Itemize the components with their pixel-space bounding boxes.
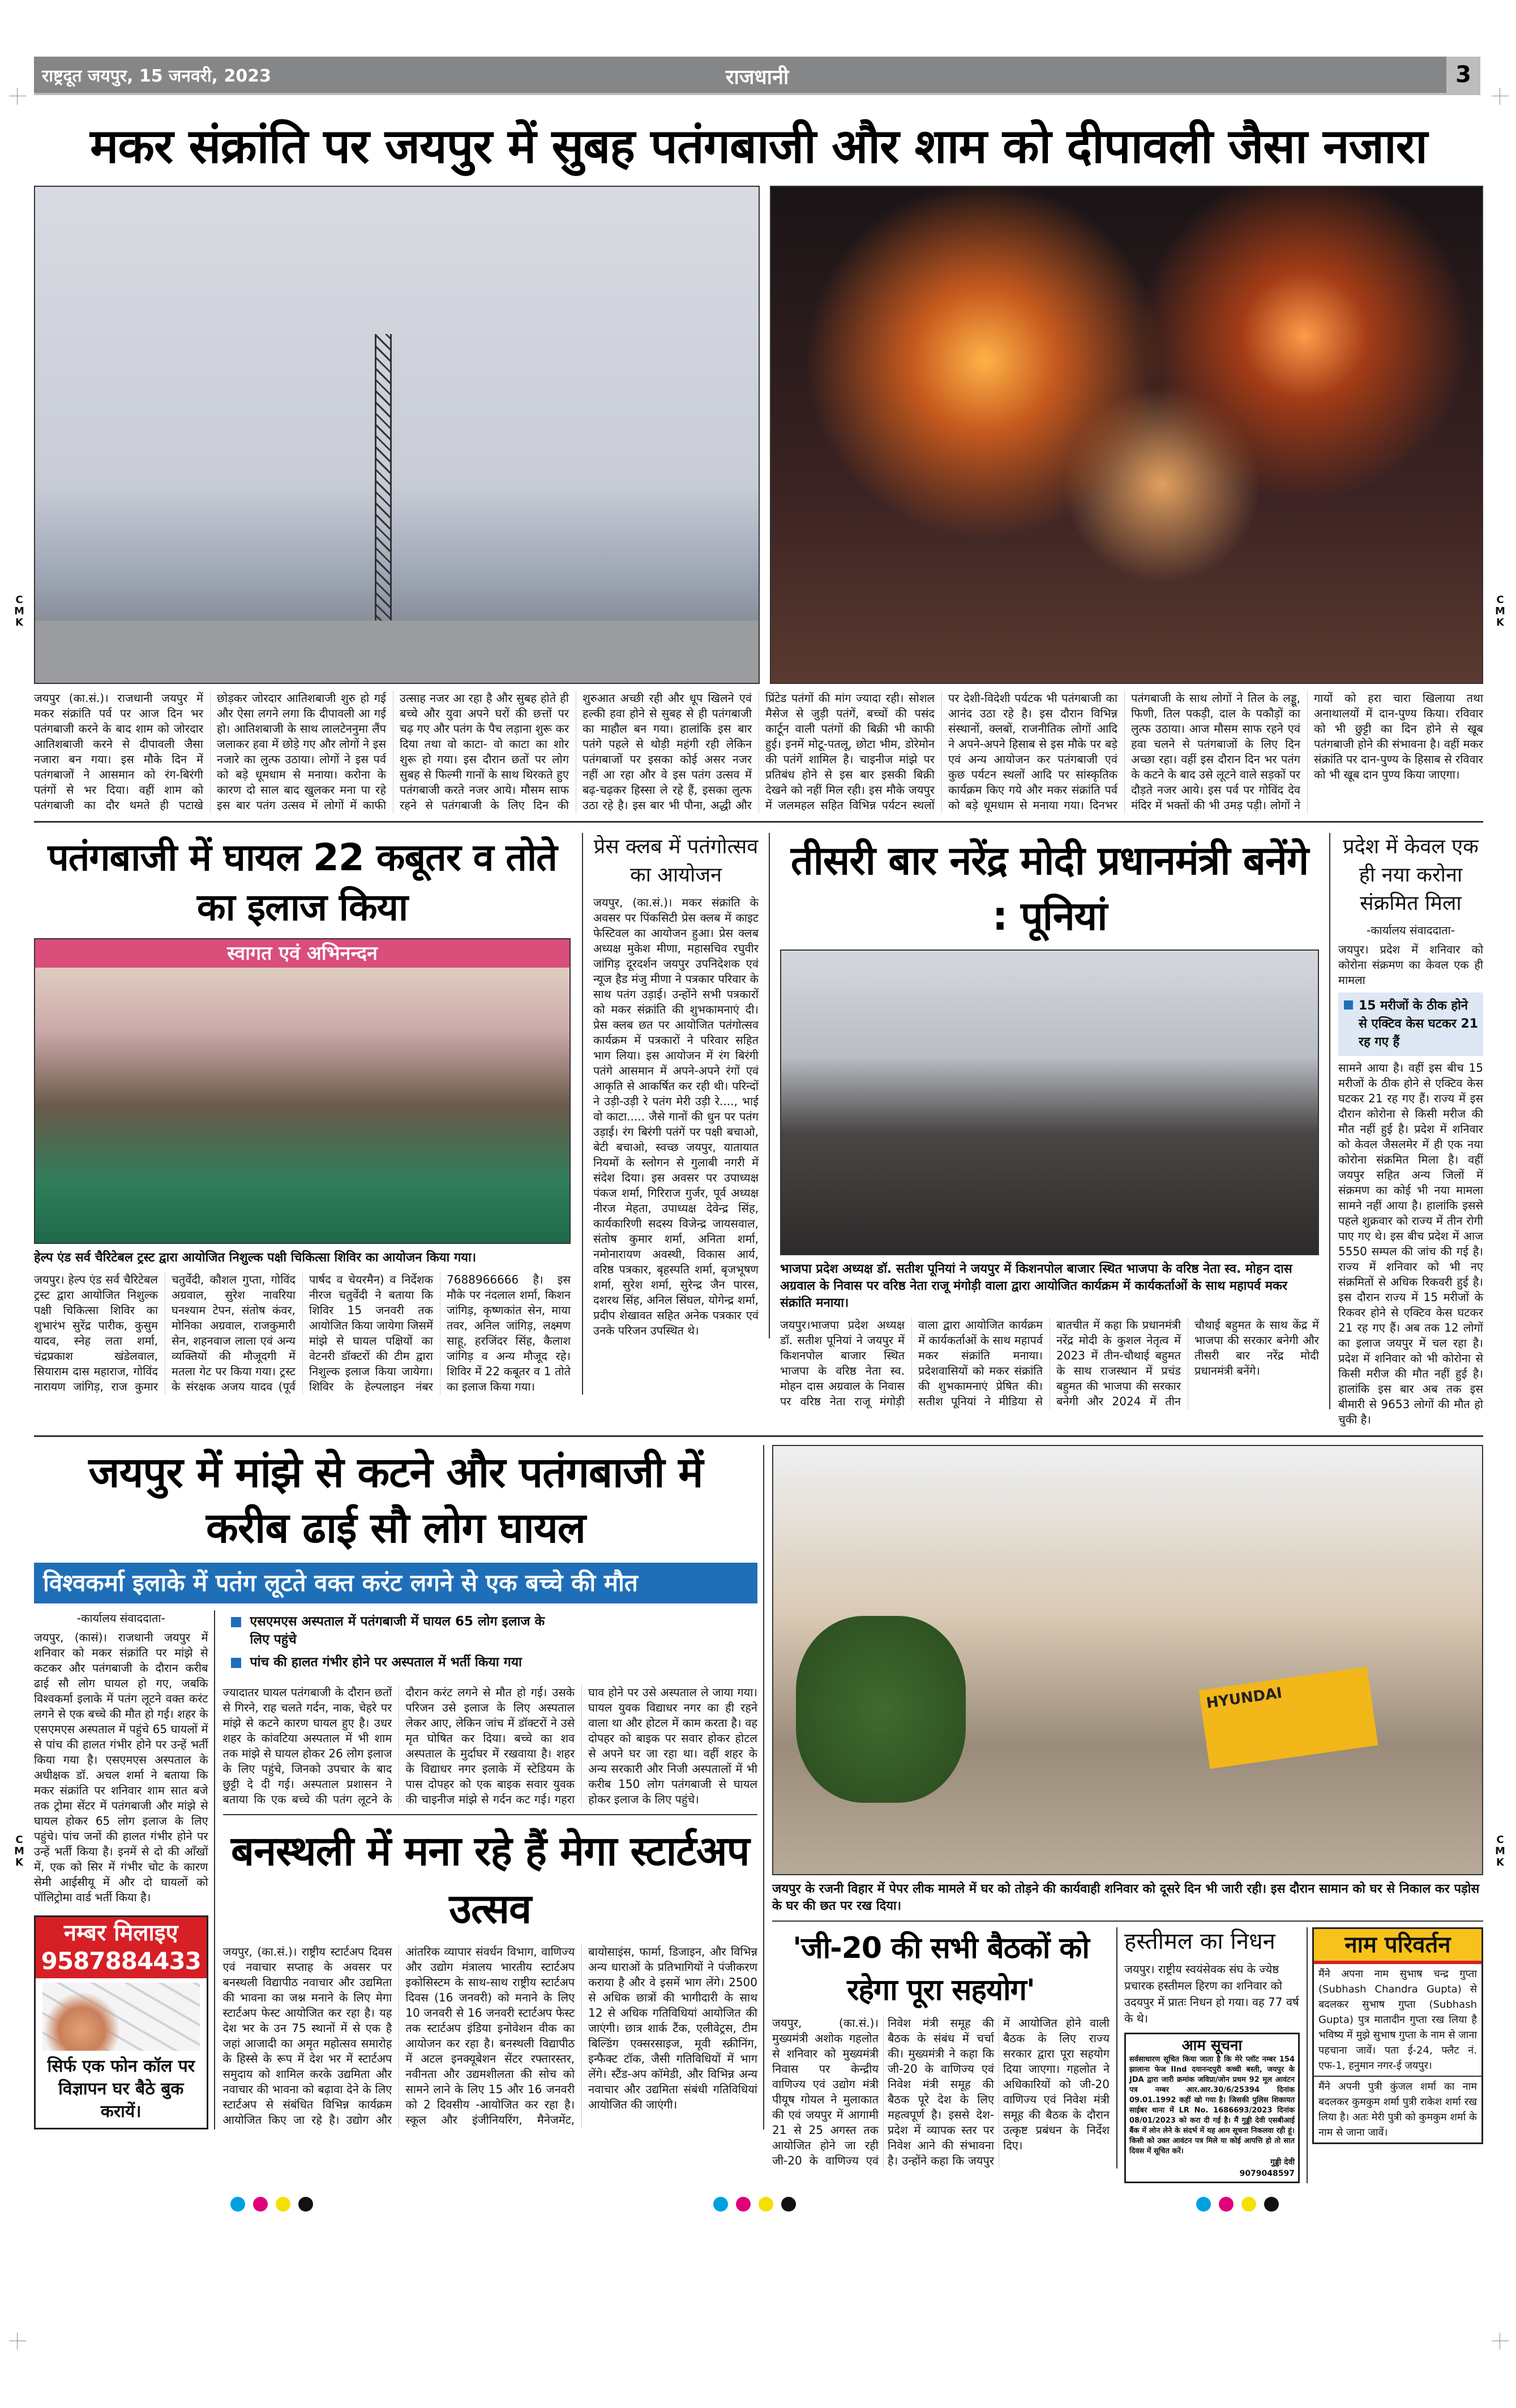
newspaper-page [34, 0, 1483, 2225]
bullet-item: एसएमएस अस्पताल में पतंगबाजी में घायल 65 लोग इलाज के लिए पहुंचे [228, 1613, 558, 1649]
crop-mark [1492, 88, 1509, 105]
registration-mark-left: C M K [14, 594, 24, 628]
keypad-photo [42, 1983, 200, 2051]
bullet-icon [1344, 1000, 1353, 1010]
modi-article-body: जयपुर।भाजपा प्रदेश अध्यक्ष डॉ. सतीश पूनियां ने जयपुर में किशनपोल बाजार स्थित भाजपा के वरिष्ठ नेता स्व. मोहन दास अग्रवाल के निवास पर वरिष्ठ नेता राजू मंगोड़ी वाला द्वारा आयोजित कार्यक्रम में कार्यकर्ताओं के साथ महापर्व मकर संक्रांति मनाया। प्रदेशवासियों को मकर संक्रांति की शुभकामनाएं प्रेषित की। सतीश पूनियां ने मीडिया से बातचीत में कहा कि प्रधानमंत्री नरेंद्र मोदी के कुशल नेतृत्व में 2023 में तीन-चौथाई बहुमत के साथ राजस्थान में प्रचंड बहुमत की भाजपा की सरकार बनेगी और 2024 में तीन चौथाई बहुमत के साथ केंद्र में भाजपा की सरकार बनेगी और तीसरी बार नरेंद्र मोदी प्रधानमंत्री बनेंगे। [780, 1318, 1319, 1408]
kites-sky-photo [34, 186, 760, 684]
ad-title: नम्बर मिलाइए [63, 1920, 178, 1946]
corona-highlight-text: 15 मरीजों के ठीक होने से एक्टिव केस घटकर 21 रह गए हैं [1359, 999, 1479, 1049]
paper-date: राष्ट्रदूत जयपुर, 15 जनवरी, 2023 [42, 66, 272, 86]
ad-box [34, 1915, 208, 2129]
demolition-caption: जयपुर के रजनी विहार में पेपर लीक मामले में घर को तोड़ने की कार्यवाही शनिवार को दूसरे दिन भी जारी रही। इस दौरान सामान को घर से निकाल कर पड़ोस के घर की छत पर रख दिया। [772, 1882, 1480, 1913]
crop-mark [9, 88, 26, 105]
public-notice-phone: 9079048597 [1239, 2169, 1295, 2178]
lead-headline: मकर संक्रांति पर जयपुर में सुबह पतंगबाजी और शाम को दीपावली जैसा नजारा [90, 118, 1427, 174]
name-change-entry: मैंने अपना नाम सुभाष चन्द्र गुप्ता (Subhash Chandra Gupta) से बदलकर सुभाष गुप्ता (Subhash Gupta) पुत्र मातादीन गुप्ता रख लिया है भविष्य में मुझे सुभाष गुप्ता के नाम से जाना पहचाना जावें। पता ई-24, फ्लैट नं. एफ-1, हनुमान नगर-ई जयपुर। [1314, 1964, 1481, 2077]
color-calibration-dots [34, 2197, 1483, 2214]
tower-graphic [375, 334, 392, 628]
birds-article-body: जयपुर। हेल्प एंड सर्व चैरिटेबल ट्रस्ट द्वारा आयोजित निशुल्क पक्षी चिकित्सा शिविर का शुभारंभ सुरेंद्र पारीक, कुसुम यादव, स्नेह लता शर्मा, चंद्रप्रकाश खंडेलवाल, सियाराम दास महाराज, गोविंद नारायण जांगिड़, राज कुमार चतुर्वेदी, कौशल गुप्ता, गोविंद अग्रवाल, सुरेश नावरिया घनश्याम टेपन, संतोष कंवर, मोनिका अग्रवाल, राजकुमारी सेन, शहनवाज लाला एवं अन्य व्यक्तियों की मौजूदगी में मतला गेट पर किया गया। ट्रस्ट के संरक्षक अजय यादव (पूर्व पार्षद व चेयरमैन) व निर्देशक नीरज चतुर्वेदी ने बताया कि शिविर 15 जनवरी तक आयोजित किया जायेगा जिसमें मांझे से घायल पक्षियों का वेटनरी डॉक्टरों की टीम द्वारा निशुल्क इलाज किया जायेगा। शिविर के हेल्पलाइन नंबर 7688966666 है। इस मौके पर नंदलाल शर्मा, किशन जांगिड़, कृष्णकांत सेन, माया तवर, अनिल जांगिड़, लक्ष्मण साहू, हरजिंदर सिंह, कैलाश जांगिड़ व अन्य मौजूद रहे। शिविर में 22 कबूतर व 1 तोते का इलाज किया गया। [34, 1273, 571, 1393]
modi-caption: भाजपा प्रदेश अध्यक्ष डॉ. सतीश पूनियां ने जयपुर में किशनपोल बाजार स्थित भाजपा के वरिष्ठ नेता स्व. मोहन दास अग्रवाल के निवास पर वरिष्ठ नेता राजू मंगोड़ी वाला द्वारा आयोजित कार्यक्रम में कार्यकर्ताओं के साथ महापर्व मकर संक्रांति मनाया। [780, 1262, 1292, 1310]
house-demolition-photo [772, 1445, 1483, 1875]
name-change-box [1312, 1927, 1483, 2144]
name-change-entry: मैंने अपनी पुत्री कुंजल शर्मा का नाम बदलकर कुमकुम शर्मा पुत्री राकेश शर्मा रख लिया है। अतः मेरी पुत्री को कुमकुम शर्मा के नाम से जाना जावें। [1318, 2081, 1477, 2138]
section-name: राजधानी [725, 66, 789, 89]
page-header [34, 57, 1480, 95]
registration-mark-left-lower: C M K [14, 1834, 24, 1868]
crop-mark [9, 2333, 26, 2350]
press-club-headline: प्रेस क्लब में पतंगोत्सव का आयोजन [593, 835, 759, 887]
excavator-label: HYUNDAI [1199, 1667, 1378, 1769]
injured-bullet-box [223, 1610, 563, 1678]
corona-byline: -कार्यालय संवाददाता- [1366, 923, 1455, 937]
kite-flying-leaders-photo [780, 949, 1319, 1255]
lead-article-body: जयपुर (का.सं.)। राजधानी जयपुर में मकर संक्रांति पर्व पर आज दिन भर पतंगबाजी करने के बाद शाम को जोरदार आतिशबाजी करने से दीपावली जैसा नजारा बन गया। इस मौके दिन में पतंगबाजों ने आसमान को रंग-बिरंगी पतंगों से भर दिया। वहीं शाम को पतंगबाजी का दौर थमते ही पटाखे छोड़कर जोरदार आतिशबाजी शुरु हो गई और ऐसा लगने लगा कि दीपावली आ गई हो। आतिशबाजी के साथ लालटेननुमा लैंप जलाकर हवा में छोड़े गए और लोगों ने इस नजारे का लुत्फ उठाया। लोगों ने इस पर्व को बड़े धूमधाम से मनाया। करोना के कारण दो साल बाद खुलकर मना पा रहे इस बार पतंग उत्सव में लोगों में काफी उत्साह नजर आ रहा है और सुबह होते ही बच्चे और युवा अपने घरों की छत्तों पर चढ़ गए और पतंग के पैच लड़ाना शुरू कर दिया तथा वो काटा- वो काटा का शोर शुरू हो गया। इस दौरान छतों पर लोग सुबह से फिल्मी गानों के साथ थिरकते हुए पतंगबाजी करते नजर आये। मौसम साफ रहने से पतंगबाजी के लिए दिन की शुरुआत अच्छी रही और धूप खिलने एवं हल्की हवा होने से सुबह से ही पतंगबाजी का माहौल बन गया। हालांकि इस बार पतंगे पहले से थोड़ी महंगी रही लेकिन पतंगबाजों पर इसका कोई असर नजर नहीं आ रहा और वे इस पतंग उत्सव में बढ़-चढ़कर हिस्सा ले रहे हैं, इसका लुत्फ उठा रहे है। इस बार भी पौना, अद्धी और प्रिंटेड पतंगों की मांग ज्यादा रही। सोशल मैसेज से जुड़ी पतंगें, बच्चों की पसंद कार्टून वाली पतंगों की बिक्री भी काफी हुई। इनमें मोटू-पतलू, छोटा भीम, डोरेमोन की पतंगें शामिल है। चाइनीज मांझे पर प्रतिबंध होने से इस बार इसकी बिक्री देखने को नहीं मिल रही। इस मौके जयपुर में जलमहल सहित विभिन्न पर्यटन स्थलों पर देशी-विदेशी पर्यटक भी पतंगबाजी का आनंद उठा रहे है। इस दौरान विभिन्न संस्थानों, क्लबों, राजनीतिक लोगों आदि ने अपने-अपने हिसाब से इस मौके पर बड़े एवं अन्य आयोजन कर पतंगबाजी एवं कुछ पर्यटन स्थलों आदि पर सांस्कृतिक कार्यक्रम किए गये और मकर संक्रांति पर्व को बड़े धूमधाम से मनाया गया। दिनभर पतंगबाजी के साथ लोगों ने तिल के लड्डू, फिणी, तिल पकड़ी, दाल के पकौड़ों का लुत्फ उठाया। आज मौसम साफ रहने एवं हवा चलने से पतंगबाजों के लिए दिन अच्छा रहा। वहीं इस दौरान दिन भर पतंग के कटने के बाद उसे लूटने वाले सड़कों पर दौड़ते नजर आये। इस पर्व पर गोविंद देव मंदिर में भक्तों की भी उमड़ पड़ी। लोगों ने गायों को हरा चारा खिलाया तथा अनाथालयों में दान-पुण्य किया। रविवार को भी छुट्टी का दिन होने से खूब पतंगबाजी होने की संभावना है। वहीं मकर संक्रांति पर दान-पुण्य के हिसाब से रविवार को भी खूब दान पुण्य किया जाएगा। [34, 691, 1483, 812]
corona-body: सामने आया है। वहीं इस बीच 15 मरीजों के ठीक होने से एक्टिव केस घटकर 21 रह गए हैं। राज्य में इस दौरान कोरोना से किसी मरीज की मौत नहीं हुई है। प्रदेश में शनिवार को केवल जैसलमेर में ही एक नया कोरोना संक्रमित मिला है। वहीं जयपुर सहित अन्य जिलों में संक्रमण का कोई भी नया मामला सामने नहीं आया है। हालांकि इससे पहले शुक्रवार को राज्य में तीन रोगी पाए गए थे। इस बीच प्रदेश में आज 5550 सम्पल की जांच की गई है। राज्य में शनिवार को भी नए संक्रमितों से अधिक रिकवरी हुई है। इस दौरान राज्य में 15 मरीजों के रिकवर होने से एक्टिव केस घटकर 21 रह गए हैं। अब तक 12 लोगों का इलाज जयपुर में चल रहा है। प्रदेश में शनिवार को भी कोरोना से किसी मरीज की मौत नहीं हुई है। हालांकि इस बार अब तक इस बीमारी से 9653 लोगों की मौत हो चुकी है। [1338, 1061, 1483, 1426]
bullet-item: पांच की हालत गंभीर होने पर अस्पताल में भर्ती किया गया [228, 1653, 558, 1671]
page-number: 3 [1446, 57, 1480, 93]
corona-highlight-box [1338, 993, 1483, 1056]
startup-headline: बनस्थली में मना रहे हैं मेगा स्टार्टअप उत्सव [230, 1827, 750, 1932]
public-notice-box [1124, 2033, 1300, 2183]
obituary-headline: हस्तीमल का निधन [1124, 1928, 1275, 1954]
ad-phone: 9587884433 [41, 1947, 201, 1975]
injured-byline: -कार्यालय संवाददाता- [76, 1611, 165, 1625]
injured-headline: जयपुर में मांझे से कटने और पतंगबाजी में करीब ढाई सौ लोग घायल [88, 1448, 703, 1552]
crop-mark [1492, 2333, 1509, 2350]
corona-headline: प्रदेश में केवल एक ही नया करोना संक्रमित मिला [1343, 835, 1479, 915]
corona-intro: जयपुर। प्रदेश में शनिवार को कोरोना संक्रमण का केवल एक ही मामला [1338, 943, 1483, 987]
public-notice-title: आम सूचना [1181, 2037, 1243, 2054]
obituary-body: जयपुर। राष्ट्रीय स्वयंसेवक संघ के ज्येष्ठ प्रचारक हस्तीमल हिरण का शनिवार को उदयपुर में प्रातः निधन हो गया। वह 77 वर्ष के थे। [1124, 1962, 1299, 2025]
registration-mark-right: C M K [1495, 594, 1505, 628]
injured-left-body: जयपुर, (कासं)। राजधानी जयपुर में शनिवार को मकर संक्रांति पर मांझे से कटकर और पतंगबाजी के दौरान करीब ढाई सौ लोग घायल हो गए, जबकि विश्वकर्मा इलाके में पतंग लूटने वक्त करंट लगने से एक बच्चे की मौत हो गई। शहर के एसएमएस अस्पताल में पहुंचे 65 घायलों में से पांच की हालत गंभीर होने पर उन्हें भर्ती किया गया है। एसएमएस अस्पताल के अधीक्षक डॉ. अचल शर्मा ने बताया कि मकर संक्रांति पर शनिवार शाम सात बजे तक ट्रोमा सेंटर में पतंगबाजी और मांझे से घायल होकर 65 लोग इलाज के लिए पहुंचे। पांच जनों की हालत गंभीर होने पर उन्हें भर्ती किया है। इनमें से दो की आँखों में, एक को सिर में गंभीर चोट के कारण सेमी आईसीयू में और दो घायलों को पॉलिट्रोमा वार्ड भर्ती किया है। [34, 1631, 208, 1904]
ad-tagline: सिर्फ एक फोन कॉल पर विज्ञापन घर बैठे बुक करायें। [47, 2056, 195, 2122]
fireworks-photo [770, 186, 1483, 684]
welcome-banner: स्वागत एवं अभिनन्दन [35, 939, 569, 968]
modi-headline: तीसरी बार नरेंद्र मोदी प्रधानमंत्री बनेंगे : पूनियां [790, 837, 1309, 939]
birds-headline: पतंगबाजी में घायल 22 कबूतर व तोते का इलाज किया [48, 836, 557, 929]
registration-mark-right-lower: C M K [1495, 1834, 1505, 1868]
injured-subheadline-banner: विश्वकर्मा इलाके में पतंग लूटते वक्त करंट लगने से एक बच्चे की मौत [34, 1563, 757, 1603]
public-notice-body: सर्वसाधारण सूचित किया जाता है कि मेरे प्लॉट नम्बर 154 झालाना फेज IInd दयानन्दपुरी कच्ची बस्ती, जयपुर के JDA द्वारा जारी क्रमांक जविप्रा/जोन प्रथम 92 मूल आवंटन पत्र नम्बर आर.आर.30/6/25394 दिनांक 09.01.1992 कहीं खो गया है। जिसकी पुलिस शिकायत साईबर थाना में LR No. 1686693/2023 दिनांक 08/01/2023 को करा दी गई है। मैं गुड्डी देवी एसबीआई बैंक में लोन लेने के संदर्भ में यह आम सूचना निकलवा रही हूं। किसी को उक्त आवंटन पत्र मिले या कोई आपत्ति हो तो सात दिवस में सूचित करें। [1129, 2055, 1295, 2155]
bird-camp-photo [34, 938, 571, 1244]
injured-article-body: ज्यादातर घायल पतंगबाजी के दौरान छतों से गिरने, राह चलते गर्दन, नाक, चेहरे पर मांझे से कटने कारण घायल हुए है। उधर शहर के कांवटिया अस्पताल में भी शाम तक मांझे से घायल होकर 26 लोग इलाज के लिए पहुंचे, जिनको उपचार के बाद छुट्टी दे दी गई। अस्पताल प्रशासन ने बताया कि एक बच्चे की पतंग लूटने के दौरान करंट लगने से मौत हो गई। उसके परिजन उसे इलाज के लिए अस्पताल लेकर आए, लेकिन जांच में डॉक्टरों ने उसे मृत घोषित कर दिया। बच्चे का शव अस्पताल के मुर्दाघर में रखवाया है। शहर के विद्याधर नगर इलाके में स्टेडियम के पास दोपहर को एक बाइक सवार युवक की चाइनीज मांझे से गर्दन कट गई। गहरा घाव होने पर उसे अस्पताल ले जाया गया। घायल युवक विद्याधर नगर का ही रहने वाला था और होटल में काम करता है। वह दोपहर को बाइक पर सवार होकर होटल से अपने घर जा रहा था। वहीं शहर के अन्य सरकारी और निजी अस्पतालों में भी करीब 150 लोग पतंगबाजी से घायल होकर इलाज के लिए पहुंचे। [222, 1686, 757, 1806]
birds-caption: हेल्प एंड सर्व चैरिटेबल ट्रस्ट द्वारा आयोजित निशुल्क पक्षी चिकित्सा शिविर का आयोजन किया गया। [34, 1251, 477, 1265]
name-change-title: नाम परिवर्तन [1314, 1929, 1481, 1964]
g20-article-body: जयपुर, (का.सं.)। मुख्यमंत्री अशोक गहलोत से शनिवार को मुख्यमंत्री निवास पर केन्द्रीय वाणिज्य एवं उद्योग मंत्री पीयूष गोयल ने मुलाकात की एवं जयपुर में आगामी 21 से 25 अगस्त तक आयोजित होने जा रही जी-20 के वाणिज्य एवं निवेश मंत्री समूह की बैठक के संबंध में चर्चा की। मुख्यमंत्री ने कहा कि जी-20 के वाणिज्य एवं निवेश मंत्री समूह की बैठक पूरे देश के लिए महत्वपूर्ण है। इससे देश-प्रदेश में व्यापक स्तर पर निवेश आने की संभावना है। उन्होंने कहा कि जयपुर में आयोजित होने वाली बैठक के लिए राज्य सरकार द्वारा पूरा सहयोग दिया जाएगा। गहलोत ने अधिकारियों को जी-20 वाणिज्य एवं निवेश मंत्री समूह की बैठक के दौरान उत्कृष्ट प्रबंधन के निर्देश दिए। [772, 2016, 1110, 2167]
startup-article-body: जयपुर, (का.सं.)। राष्ट्रीय स्टार्टअप दिवस एवं नवाचार सप्ताह के अवसर पर बनस्थली विद्यापीठ नवाचार और उद्यमिता की भावना का जश्न मनाने के लिए मेगा स्टार्टअप फेस्ट आयोजित कर रहा है। यह देश भर के उन 75 स्थानों में से एक है जहां आजादी का अमृत महोत्सव समारोह के हिस्से के रूप में देश भर में स्टार्टअप समुदाय को शामिल करके उद्यमिता और नवाचार की भावना को बढ़ावा देने के लिए स्टार्टअप से संबंधित विभिन्न कार्यक्रम आयोजित किए जा रहे है। उद्योग और आंतरिक व्यापार संवर्धन विभाग, वाणिज्य और उद्योग मंत्रालय भारतीय स्टार्टअप इकोसिस्टम के साथ-साथ राष्ट्रीय स्टार्टअप दिवस (16 जनवरी) को मनाने के लिए 10 जनवरी से 16 जनवरी स्टार्टअप फेस्ट तक स्टार्टअप इंडिया इनोवेशन वीक का आयोजन कर रहा है। बनस्थली विद्यापीठ में अटल इनक्यूबेशन सेंटर रफ्तारस्तर, नवीनता और उद्यमशीलता की सोच को सामने लाने के लिए 15 और 16 जनवरी को 2 दिवसीय -आयोजित कर रहा है। स्कूल और इंजीनियरिंग, मैनेजमेंट, बायोसाइंस, फार्मा, डिजाइन, और विभिन्न अन्य धाराओं के प्रतिभागियों ने पंजीकरण कराया है और वे इसमें भाग लेंगे। 2500 से अधिक छात्रों की भागीदारी के साथ 12 से अधिक गतिविधियां आयोजित की जाएंगी। छात्र शार्क टैंक, एलीवेट्रस, टीम बिल्डिंग एक्सरसाइज, मूवी स्क्रीनिंग, इन्फैक्ट टॉक, जैसी गतिविधियों में भाग लेंगे। स्टैंड-अप कॉमेडी, और विभिन्न अन्य नवाचार और उद्यमिता संबंधी गतिविधियां आयोजित की जाएंगी। [222, 1945, 757, 2127]
press-club-body: जयपुर, (का.सं.)। मकर संक्रांति के अवसर पर पिंकसिटी प्रेस क्लब में काइट फेस्टिवल का आयोजन हुआ। प्रेस क्लब अध्यक्ष मुकेश मीणा, महासचिव रघुवीर जांगिड़ दूरदर्शन जयपुर उपनिदेशक एवं न्यूज हैड मंजु मीणा ने पत्रकार परिवार के साथ पतंग उड़ाई। उन्होंने सभी पत्रकारों को मकर संक्रांति की शुभकामनाएं दी। प्रेस क्लब छत पर आयोजित पतंगोत्सव कार्यक्रम में पत्रकारों ने परिवार सहित भाग लिया। इस आयोजन में रंग बिरंगी पतंगे आसमान में अपने-अपने रंगों एवं आकृति से आकर्षित कर रही थी। परिन्दों ने उड़ी-उड़ी रे पतंग मेरी उड़ी रे...., भाई वो काटा..... जैसे गानों की धुन पर पतंग उड़ाई। रंग बिरंगी पतंगें पर पक्षी बचाओ, बेटी बचाओ, स्वच्छ जयपुर, यातायात नियमों के स्लोगन से गुलाबी नगरी में संदेश दिया। इस अवसर पर उपाध्यक्ष पंकज शर्मा, गिरिराज गुर्जर, पूर्व अध्यक्ष नीरज मेहता, उपाध्यक्ष देवेन्द्र सिंह, कार्यकारिणी सदस्य विजेन्द्र जायसवाल, संतोष कुमार शर्मा, अनिता शर्मा, नमोनारायण अवस्थी, विकास आर्य, वरिष्ठ पत्रकार, बृहस्पति शर्मा, बृजभूषण शर्मा, सुरेश शर्मा, सुरेन्द्र जैन पारस, दशरथ सिंह, अनिल सिंघल, योगेन्द्र शर्मा, प्रदीप शेखावत सहित अनेक पत्रकार एवं उनके परिजन उपस्थित थे। [593, 896, 759, 1337]
public-notice-signature: गुड्डी देवी [1270, 2158, 1295, 2167]
g20-headline: 'जी-20 की सभी बैठकों को रहेगा पूरा सहयोग' [793, 1931, 1089, 2007]
